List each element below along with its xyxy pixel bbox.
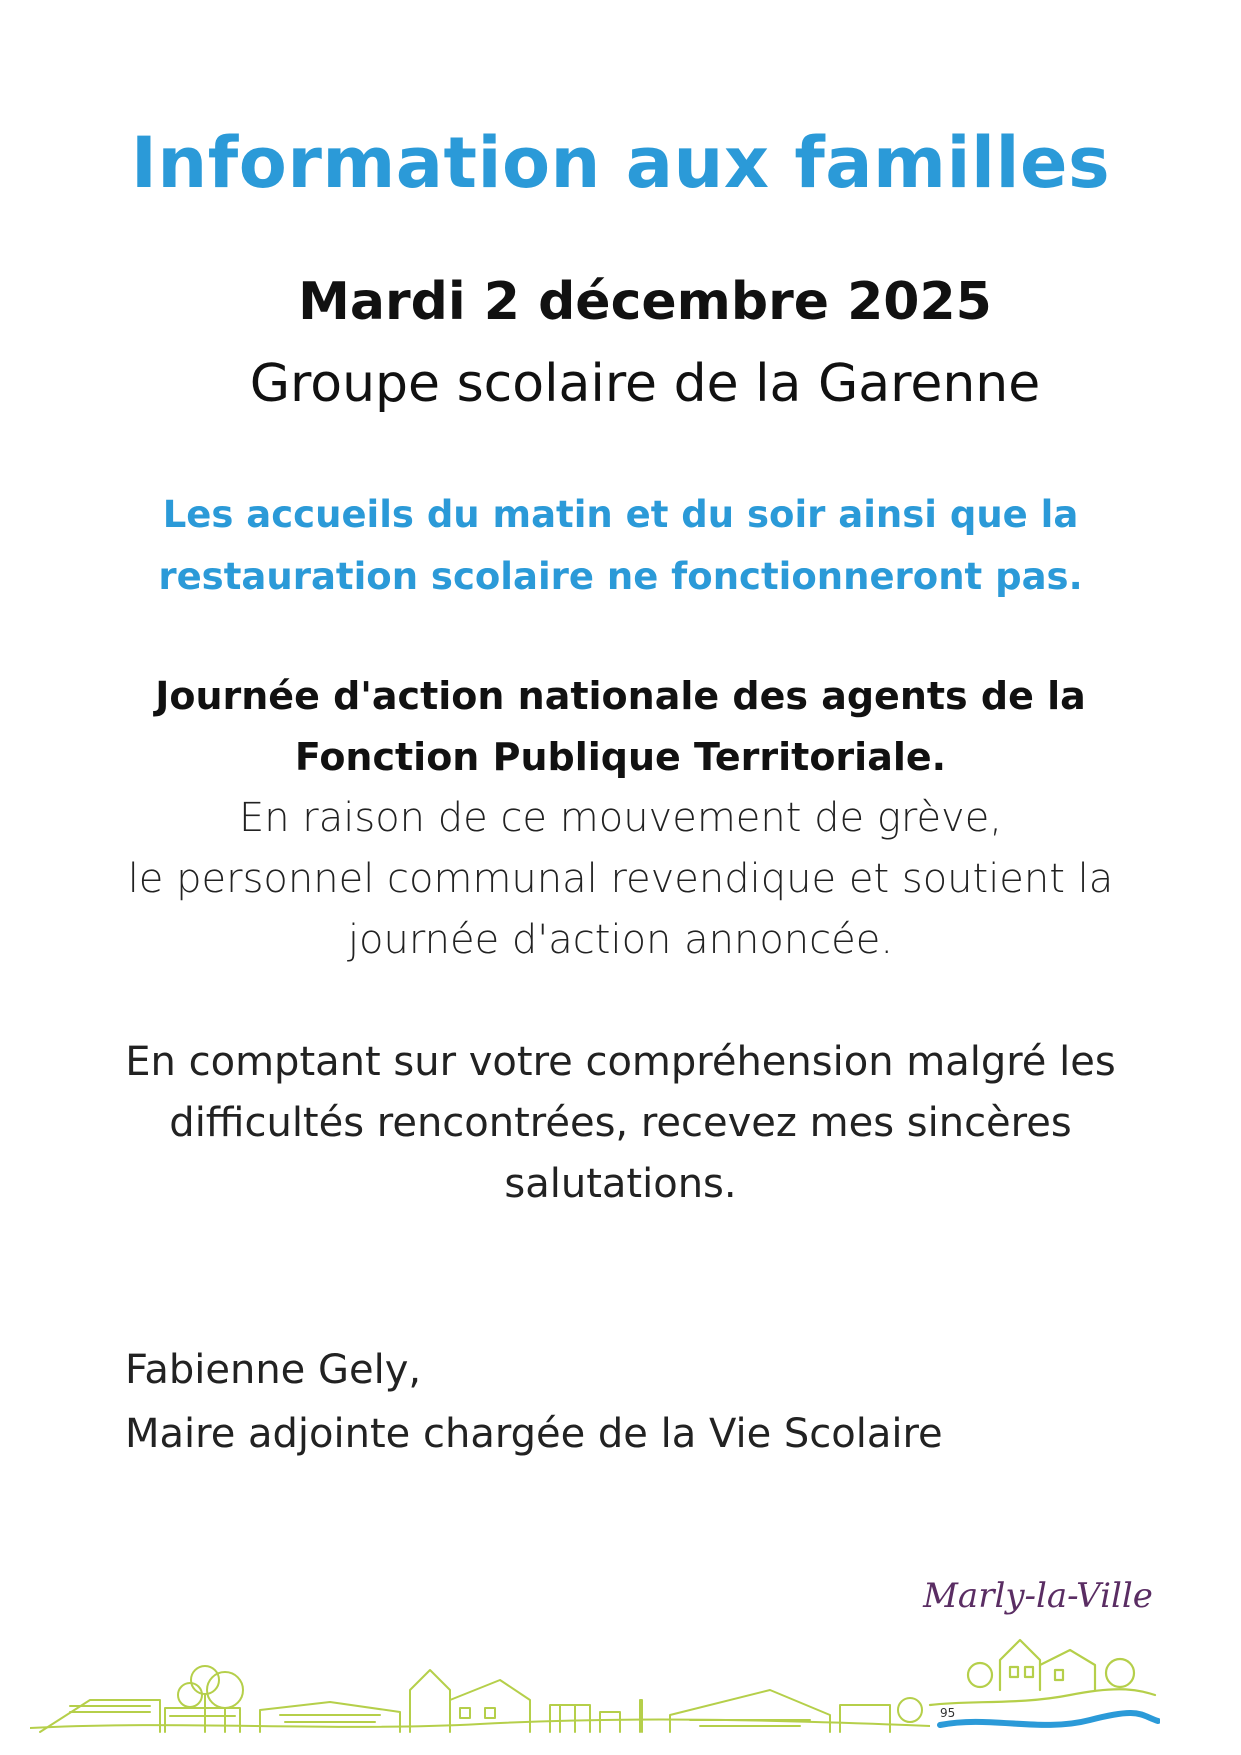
signature-block <box>125 1338 943 1466</box>
action-day-line: Fonction Publique Territoriale. <box>294 735 947 779</box>
closing-line: salutations. <box>504 1161 737 1207</box>
strike-line: journée d'action annoncée. <box>347 917 894 963</box>
action-day-heading <box>80 666 1161 788</box>
logo-department-number: 95 <box>940 1706 956 1720</box>
logo-wordmark: Marly-la-Ville <box>923 1576 1153 1616</box>
page-title: Information aux familles <box>130 122 1111 204</box>
school-name: Groupe scolaire de la Garenne <box>249 354 1041 414</box>
service-notice-line: restauration scolaire ne fonctionneront pas. <box>158 555 1083 598</box>
service-notice <box>80 484 1161 608</box>
signatory-role: Maire adjointe chargée de la Vie Scolaire <box>125 1411 943 1457</box>
action-day-line: Journée d'action nationale des agents de la <box>155 674 1086 718</box>
town-landscape-illustration <box>30 1620 930 1740</box>
service-notice-line: Les accueils du matin et du soir ainsi que la <box>162 493 1079 536</box>
signatory-name: Fabienne Gely, <box>125 1347 422 1393</box>
strike-line: le personnel communal revendique et soutient la <box>127 856 1114 902</box>
closing-paragraph <box>80 1032 1161 1215</box>
strike-line: En raison de ce mouvement de grève, <box>238 795 1003 841</box>
marly-la-ville-logo <box>920 1565 1160 1740</box>
closing-line: difficultés rencontrées, recevez mes sincères <box>169 1100 1072 1146</box>
closing-line: En comptant sur votre compréhension malgré les <box>125 1039 1116 1085</box>
event-date: Mardi 2 décembre 2025 <box>298 272 992 332</box>
strike-paragraph <box>80 788 1161 971</box>
